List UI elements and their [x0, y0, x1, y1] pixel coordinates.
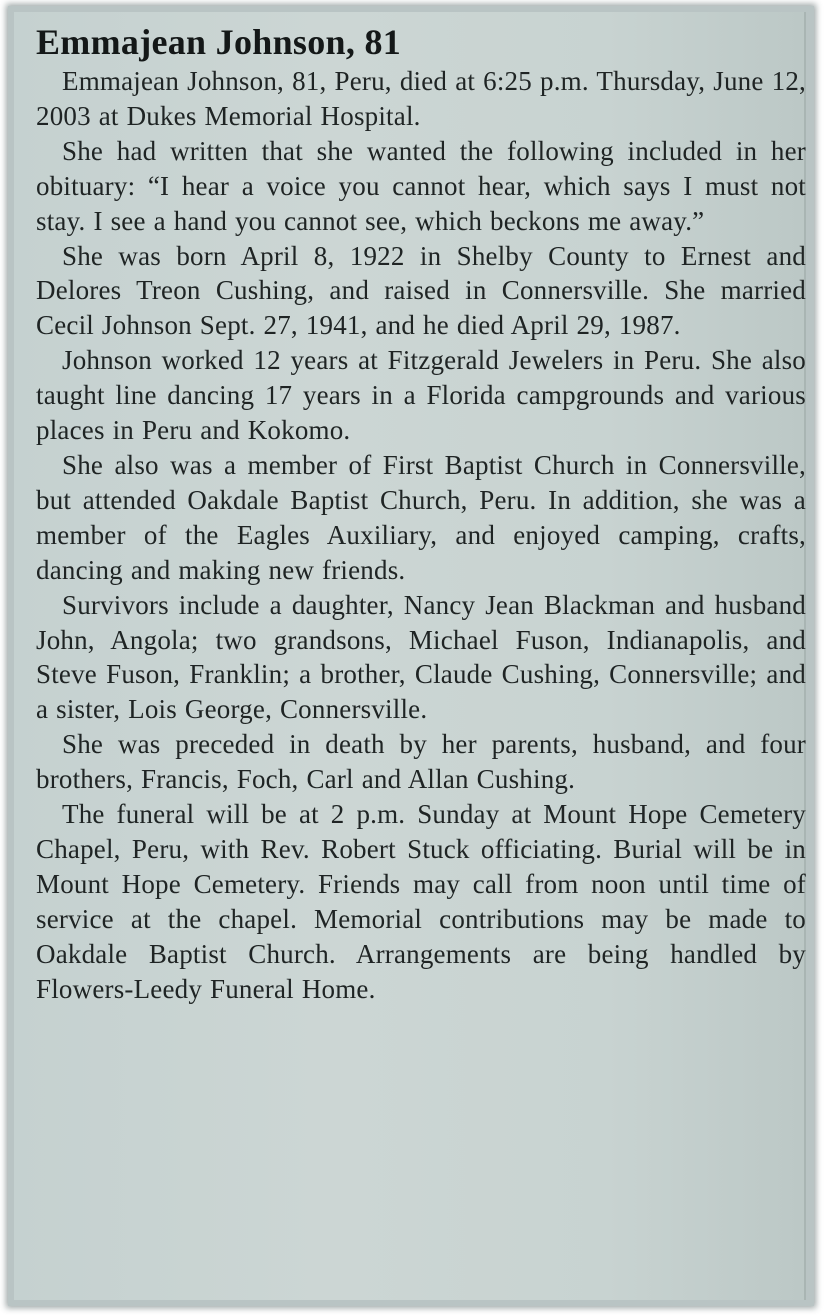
paragraph-death-notice: Emmajean Johnson, 81, Peru, died at 6:25 p.m. Thursday, June 12, 2003 at Dukes Memorial Hospital. [36, 66, 806, 131]
paragraph-membership: She also was a member of First Baptist Church in Connersville, but attended Oakdale Baptist Church, Peru. In addition, she was a member of the Eagles Auxiliary, and enjoyed camping, crafts, dancing and making new friends. [36, 449, 806, 585]
obituary-headline: Emmajean Johnson, 81 [36, 22, 402, 62]
newspaper-clipping [8, 6, 814, 1306]
paragraph-quote: She had written that she wanted the following included in her obituary: “I hear a voice you cannot hear, which says I must not stay. I see a hand you cannot see, which beckons me away.” [36, 135, 806, 236]
obituary-article [36, 22, 806, 1006]
paragraph-survivors: Survivors include a daughter, Nancy Jean Blackman and husband John, Angola; two grandsons, Michael Fuson, Indianapolis, and Steve Fuson, Franklin; a brother, Claude Cushing, Connersville; and a sister, Lois George, Connersville. [36, 589, 806, 725]
newsprint-page [14, 12, 806, 1300]
paragraph-birth-marriage: She was born April 8, 1922 in Shelby County to Ernest and Delores Treon Cushing, and raised in Connersville. She married Cecil Johnson Sept. 27, 1941, and he died April 29, 1987. [36, 240, 806, 341]
paragraph-preceded: She was preceded in death by her parents, husband, and four brothers, Francis, Foch, Carl and Allan Cushing. [36, 729, 806, 795]
paragraph-funeral: The funeral will be at 2 p.m. Sunday at Mount Hope Cemetery Chapel, Peru, with Rev. Robert Stuck officiating. Burial will be in Mount Hope Cemetery. Friends may call from noon until time of service at the chapel. Memorial contributions may be made to Oakdale Baptist Church. Arrangements are being handled by Flowers-Leedy Funeral Home. [36, 799, 806, 1004]
paragraph-career: Johnson worked 12 years at Fitzgerald Jewelers in Peru. She also taught line dancing 17 years in a Florida campgrounds and various places in Peru and Kokomo. [36, 345, 806, 446]
